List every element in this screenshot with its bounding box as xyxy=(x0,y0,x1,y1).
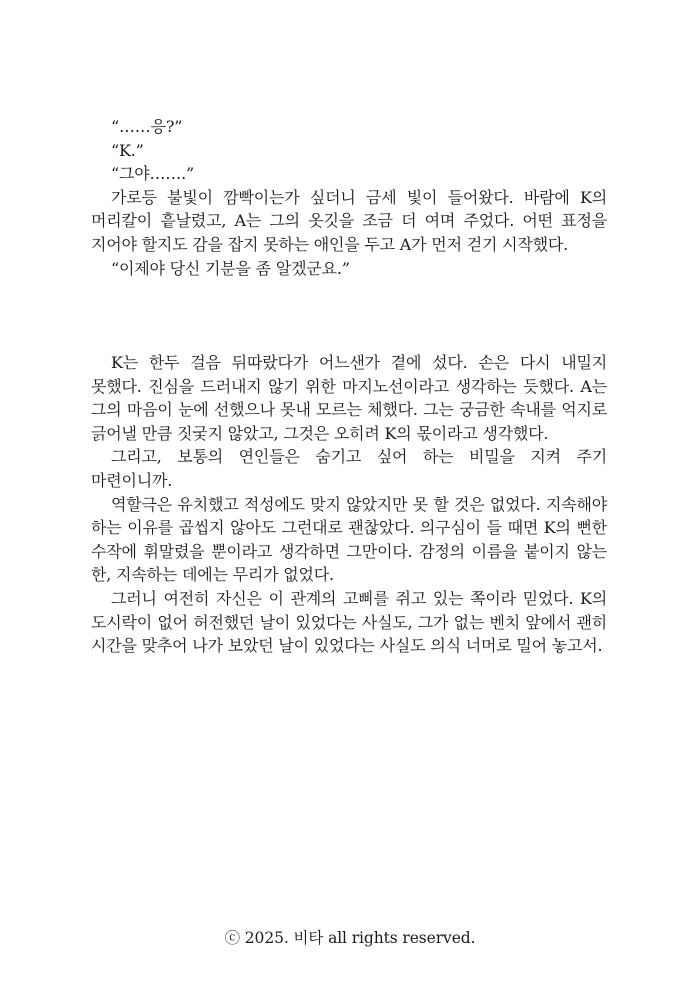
paragraph: 그러니 여전히 자신은 이 관계의 고삐를 쥐고 있는 쪽이라 믿었다. K의 도시락이 없어 허전했던 날이 있었다는 사실도, 그가 없는 벤치 앞에서 괜히 시간을 맞추어 나가 보았던 날이 있었다는 사실도 의식 너머로 밀어 놓고서. xyxy=(91,588,607,656)
dialogue-line: “……응?” xyxy=(111,117,183,136)
paragraph: K는 한두 걸음 뒤따랐다가 어느샌가 곁에 섰다. 손은 다시 내밀지 못했다. 진심을 드러내지 않기 위한 마지노선이라고 생각하는 듯했다. A는 그의 마음이 눈에 선했으나 못내 모르는 체했다. 그는 궁금한 속내를 억지로 긁어낼 만큼 짓궂지 않았고, 그것은 오히려 K의 몫이라고 생각했다. xyxy=(91,353,607,443)
text-section-2 xyxy=(91,351,607,658)
paragraph: 그리고, 보통의 연인들은 숨기고 싶어 하는 비밀을 지켜 주기 마련이니까. xyxy=(91,447,607,490)
paragraph: 역할극은 유치했고 적성에도 맞지 않았지만 못 할 것은 없었다. 지속해야 하는 이유를 곱씹지 않아도 그런대로 괜찮았다. 의구심이 들 때면 K의 뻔한 수작에 휘말렸을 뿐이라고 생각하면 그만이다. 감정의 이름을 붙이지 않는 한, 지속하는 데에는 무리가 없었다. xyxy=(91,494,607,585)
copyright-footer: ⓒ 2025. 비타 all rights reserved. xyxy=(224,929,476,947)
text-section-1 xyxy=(91,115,607,280)
dialogue-line: “그야…….” xyxy=(111,164,194,184)
paragraph: 가로등 불빛이 깜빡이는가 싶더니 금세 빛이 들어왔다. 바람에 K의 머리칼이 흩날렸고, A는 그의 옷깃을 조금 더 여며 주었다. 어떤 표정을 지어야 할지도 감을 잡지 못하는 애인을 두고 A가 먼저 걷기 시작했다. xyxy=(91,187,607,254)
dialogue-line: “이제야 당신 기분을 좀 알겠군요.” xyxy=(111,258,350,278)
dialogue-line: “K.” xyxy=(111,140,144,160)
